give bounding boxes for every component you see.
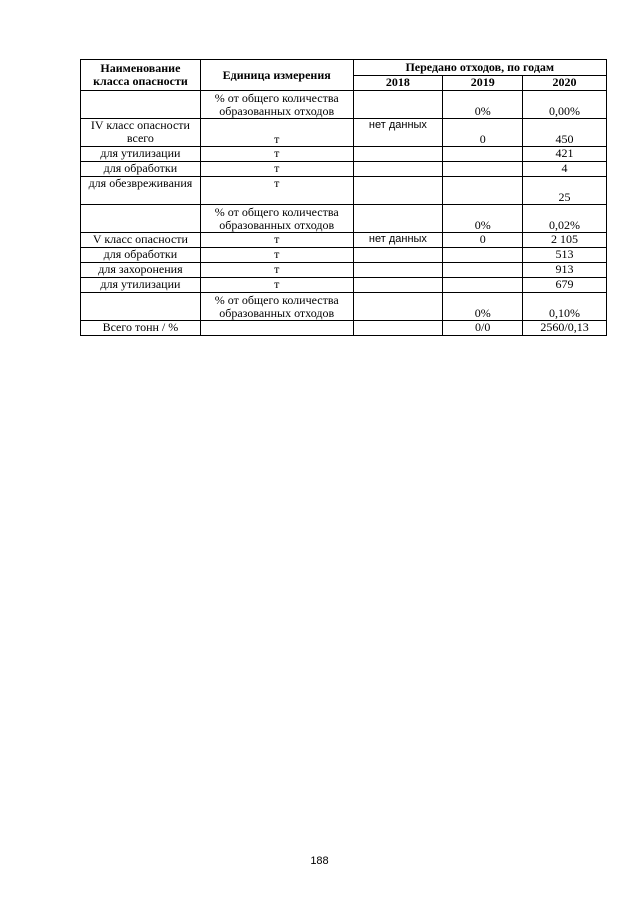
cell-2018 [353, 205, 443, 233]
cell-unit: т [200, 278, 353, 293]
cell-2018: нет данных [353, 233, 443, 248]
cell-2020: 450 [523, 119, 607, 147]
header-transferred-by-year: Передано отходов, по годам [353, 60, 606, 76]
cell-class-name: для утилизации [81, 278, 201, 293]
cell-unit: т [200, 248, 353, 263]
cell-unit: % от общего количества образованных отходов [200, 293, 353, 321]
cell-2020: 0,10% [523, 293, 607, 321]
header-class-name: Наименование класса опасности [81, 60, 201, 91]
cell-2020: 513 [523, 248, 607, 263]
table-row [81, 233, 607, 248]
table-row [81, 119, 607, 147]
cell-class-name: для обезвреживания [81, 177, 201, 205]
cell-2020: 4 [523, 162, 607, 177]
table-row [81, 177, 607, 205]
table-row [81, 91, 607, 119]
cell-2019: 0 [443, 233, 523, 248]
cell-2020: 25 [523, 177, 607, 205]
cell-2019: 0% [443, 293, 523, 321]
cell-2019 [443, 263, 523, 278]
header-unit: Единица измерения [200, 60, 353, 91]
table-row [81, 263, 607, 278]
cell-2018 [353, 248, 443, 263]
table-row [81, 147, 607, 162]
cell-unit: т [200, 162, 353, 177]
cell-2019 [443, 177, 523, 205]
cell-2018 [353, 177, 443, 205]
cell-class-name: V класс опасности [81, 233, 201, 248]
cell-unit: % от общего количества образованных отходов [200, 91, 353, 119]
cell-2020: 913 [523, 263, 607, 278]
cell-2019 [443, 147, 523, 162]
cell-2019: 0% [443, 205, 523, 233]
cell-2019 [443, 248, 523, 263]
header-year-2019: 2019 [443, 75, 523, 91]
cell-class-name [81, 293, 201, 321]
cell-class-name: для обработки [81, 248, 201, 263]
cell-2019: 0 [443, 119, 523, 147]
cell-class-name: для утилизации [81, 147, 201, 162]
cell-2019 [443, 162, 523, 177]
cell-unit: % от общего количества образованных отходов [200, 205, 353, 233]
cell-class-name [81, 91, 201, 119]
cell-unit: т [200, 177, 353, 205]
header-year-2018: 2018 [353, 75, 443, 91]
table-row [81, 248, 607, 263]
table-row [81, 321, 607, 336]
table-row [81, 293, 607, 321]
cell-2020: 2560/0,13 [523, 321, 607, 336]
cell-2020: 679 [523, 278, 607, 293]
table-row [81, 205, 607, 233]
cell-2020: 2 105 [523, 233, 607, 248]
cell-2019 [443, 278, 523, 293]
cell-2019: 0/0 [443, 321, 523, 336]
cell-class-name: Всего тонн / % [81, 321, 201, 336]
cell-unit: т [200, 233, 353, 248]
waste-transfer-table [80, 59, 607, 336]
cell-2020: 0,02% [523, 205, 607, 233]
cell-2019: 0% [443, 91, 523, 119]
cell-unit [200, 321, 353, 336]
cell-2018 [353, 321, 443, 336]
cell-2018 [353, 278, 443, 293]
cell-class-name: для захоронения [81, 263, 201, 278]
header-year-2020: 2020 [523, 75, 607, 91]
cell-2020: 0,00% [523, 91, 607, 119]
cell-class-name [81, 205, 201, 233]
cell-2018 [353, 263, 443, 278]
table-body [81, 91, 607, 336]
page-number: 188 [310, 855, 329, 867]
cell-2018: нет данных [353, 119, 443, 147]
cell-class-name: для обработки [81, 162, 201, 177]
cell-2020: 421 [523, 147, 607, 162]
cell-2018 [353, 91, 443, 119]
cell-2018 [353, 162, 443, 177]
cell-unit: т [200, 147, 353, 162]
cell-class-name: IV класс опасности всего [81, 119, 201, 147]
cell-2018 [353, 293, 443, 321]
header-row-top [81, 60, 607, 76]
table-row [81, 162, 607, 177]
cell-unit: т [200, 263, 353, 278]
cell-unit: т [200, 119, 353, 147]
table-row [81, 278, 607, 293]
cell-2018 [353, 147, 443, 162]
